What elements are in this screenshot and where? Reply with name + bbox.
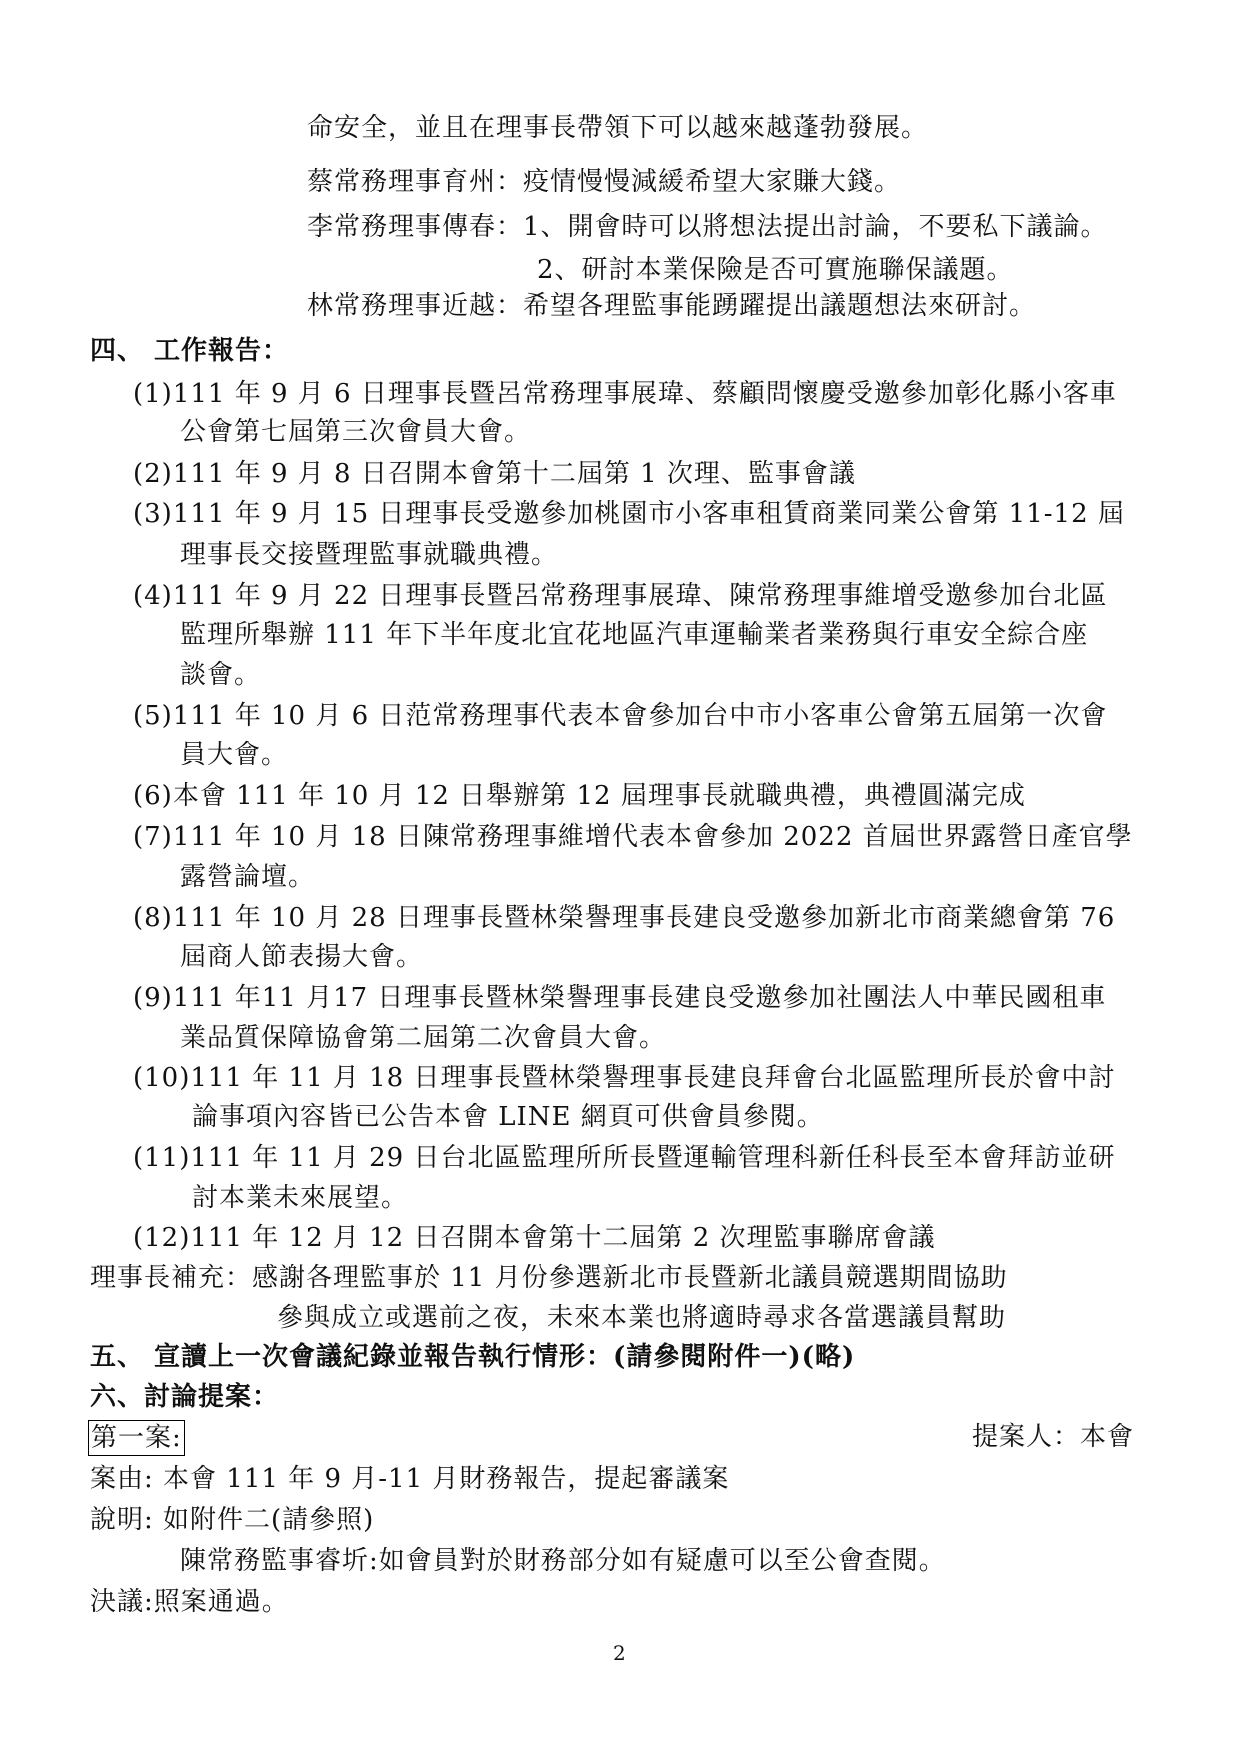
case-label: 第一案: (88, 1420, 185, 1456)
case-explanation: 說明: 如附件二(請參照) (90, 1505, 375, 1535)
report-item: (7)111 年 10 月 18 日陳常務理事維增代表本會參加 2022 首屆世界露營日產官學 (133, 822, 1133, 852)
report-item-continuation: 露營論壇。 (180, 862, 316, 892)
report-item: (8)111 年 10 月 28 日理事長暨林榮譽理事長建良受邀參加新北市商業總會第 76 (133, 903, 1116, 933)
report-item: (12)111 年 12 月 12 日召開本會第十二屆第 2 次理監事聯席會議 (133, 1223, 936, 1253)
case-reason: 案由: 本會 111 年 9 月-11 月財務報告，提起審議案 (90, 1464, 730, 1494)
report-item-continuation: 監理所舉辦 111 年下半年度北宜花地區汽車運輸業者業務與行車安全綜合座 (180, 620, 1089, 650)
report-item: (10)111 年 11 月 18 日理事長暨林榮譽理事長建良拜會台北區監理所長於會中討 (133, 1063, 1116, 1093)
report-item: (9)111 年11 月17 日理事長暨林榮譽理事長建良受邀參加社團法人中華民國租車 (133, 983, 1107, 1013)
speaker-line: 李常務理事傳春：1、開會時可以將想法提出討論，不要私下議論。 (307, 212, 1108, 242)
chairman-supplement-continuation: 參與成立或選前之夜，未來本業也將適時尋求各當選議員幫助 (277, 1303, 1007, 1333)
report-item: (3)111 年 9 月 15 日理事長受邀參加桃園市小客車租賃商業同業公會第 11-12 屆 (133, 499, 1125, 529)
report-item-continuation: 屆商人節表揚大會。 (180, 942, 424, 972)
chairman-supplement: 理事長補充：感謝各理監事於 11 月份參選新北市長暨新北議員競選期間協助 (90, 1263, 1008, 1293)
case-resolution: 決議:照案通過。 (90, 1587, 289, 1617)
report-item: (2)111 年 9 月 8 日召開本會第十二屆第 1 次理、監事會議 (133, 459, 856, 489)
report-item: (1)111 年 9 月 6 日理事長暨呂常務理事展瑋、蔡顧問懷慶受邀參加彰化縣小客車 (133, 379, 1117, 409)
report-item-continuation: 理事長交接暨理監事就職典禮。 (180, 540, 559, 570)
speaker-line: 2、研討本業保險是否可實施聯保議題。 (537, 255, 1014, 285)
page-number: 2 (613, 1641, 626, 1665)
report-item-continuation: 員大會。 (180, 740, 289, 770)
speaker-line: 蔡常務理事育州：疫情慢慢減緩希望大家賺大錢。 (307, 167, 902, 197)
section-heading-work-report: 四、 工作報告： (90, 336, 290, 366)
proposer: 提案人：本會 (972, 1422, 1135, 1452)
speaker-line: 命安全，並且在理事長帶領下可以越來越蓬勃發展。 (307, 113, 929, 143)
section-heading-previous-minutes: 五、 宣讀上一次會議紀錄並報告執行情形：(請參閱附件一)(略) (90, 1342, 856, 1372)
report-item-continuation: 業品質保障協會第二屆第二次會員大會。 (180, 1023, 667, 1053)
report-item: (11)111 年 11 月 29 日台北區監理所所長暨運輸管理科新任科長至本會拜訪並研 (133, 1143, 1116, 1173)
report-item-continuation: 談會。 (180, 660, 262, 690)
speaker-line: 林常務理事近越：希望各理監事能踴躍提出議題想法來研討。 (307, 291, 1037, 321)
report-item-continuation: 討本業未來展望。 (192, 1183, 409, 1213)
report-item: (4)111 年 9 月 22 日理事長暨呂常務理事展瑋、陳常務理事維增受邀參加台北區 (133, 581, 1108, 611)
report-item-continuation: 論事項內容皆已公告本會 LINE 網頁可供會員參閱。 (192, 1102, 824, 1132)
section-heading-discussion: 六、討論提案： (90, 1382, 280, 1412)
report-item: (5)111 年 10 月 6 日范常務理事代表本會參加台中市小客車公會第五屆第一次會 (133, 701, 1108, 731)
report-item: (6)本會 111 年 10 月 12 日舉辦第 12 屆理事長就職典禮，典禮圓滿完成 (133, 781, 1026, 811)
supervisor-comment: 陳常務監事睿圻:如會員對於財務部分如有疑慮可以至公會查閱。 (180, 1546, 946, 1576)
report-item-continuation: 公會第七屆第三次會員大會。 (180, 417, 532, 447)
